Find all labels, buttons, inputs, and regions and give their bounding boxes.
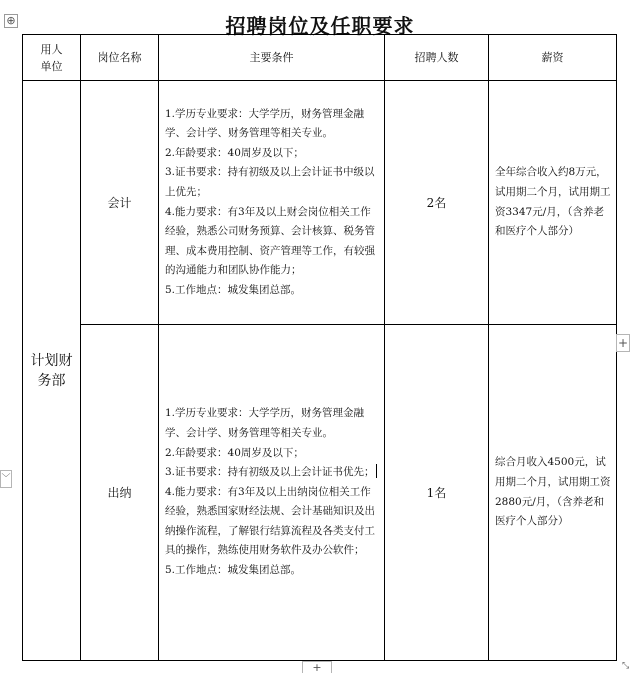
position-cell[interactable] xyxy=(81,81,159,325)
header-salary xyxy=(489,35,617,81)
condition-item: 1.学历专业要求：大学学历，财务管理金融学、会计学、财务管理等相关专业。 xyxy=(165,107,365,140)
condition-text: 3.证书要求：持有初级及以上会计证书优先； xyxy=(165,466,375,479)
unit-name: 计划财 务部 xyxy=(30,352,73,389)
conditions-cell[interactable] xyxy=(159,325,385,661)
condition-item: 2.年龄要求：40周岁及以下； xyxy=(165,146,304,159)
condition-item: 4.能力要求：有3年及以上财会岗位相关工作经验，熟悉公司财务预算、会计核算、税务管理、成本费用控制、资产管理等工作，有较强的沟通能力和团队协作能力； xyxy=(165,205,375,277)
hire-count: 1名 xyxy=(426,486,447,500)
count-cell[interactable] xyxy=(385,81,489,325)
conditions-list xyxy=(165,105,380,301)
document-title: 招聘岗位及任职要求 xyxy=(225,14,415,38)
header-conditions-label: 主要条件 xyxy=(249,51,294,64)
condition-item: 1.学历专业要求：大学学历，财务管理金融学、会计学、财务管理等相关专业。 xyxy=(165,407,365,439)
table-header-row xyxy=(23,35,617,81)
header-conditions xyxy=(159,35,385,81)
header-unit-label: 用人 单位 xyxy=(40,42,63,73)
header-salary-label: 薪资 xyxy=(541,51,564,64)
header-count xyxy=(385,35,489,81)
header-position xyxy=(81,35,159,81)
header-count-label: 招聘人数 xyxy=(414,51,459,64)
table-row xyxy=(23,325,617,661)
salary-text: 综合月收入4500元，试用期二个月，试用期工资2880元/月，（含养老和医疗个人部分） xyxy=(495,456,611,528)
salary-text: 全年综合收入约8万元，试用期二个月，试用期工资3347元/月，（含养老和医疗个人部分） xyxy=(495,166,611,238)
condition-item: 4.能力要求：有3年及以上出纳岗位相关工作经验，熟悉国家财经法规、会计基础知识及出纳操作流程，了解银行结算流程及各类支付工具的操作，熟练使用财务软件及办公软件； xyxy=(165,485,375,557)
conditions-list xyxy=(165,404,380,580)
unit-cell[interactable] xyxy=(23,81,81,661)
add-row-plus-icon[interactable]: + xyxy=(302,661,332,673)
condition-item: 5.工作地点：城发集团总部。 xyxy=(165,283,302,296)
salary-cell[interactable] xyxy=(489,81,617,325)
text-cursor xyxy=(376,464,377,478)
table-resize-icon[interactable]: ⤡ xyxy=(622,661,630,671)
condition-item: 2.年龄要求：40周岁及以下； xyxy=(165,446,304,459)
table-move-handle-icon[interactable]: ⊕ xyxy=(4,14,18,28)
position-name: 出纳 xyxy=(107,486,132,500)
recruitment-table xyxy=(22,34,617,661)
table-row xyxy=(23,81,617,325)
hire-count: 2名 xyxy=(426,196,447,210)
chevron-down-icon[interactable]: ﹀ xyxy=(0,470,12,488)
position-cell[interactable] xyxy=(81,325,159,661)
add-column-plus-icon[interactable]: + xyxy=(617,336,629,350)
condition-item xyxy=(165,463,380,483)
header-position-label: 岗位名称 xyxy=(97,51,142,64)
condition-item: 5.工作地点：城发集团总部。 xyxy=(165,564,302,577)
header-unit xyxy=(23,35,81,81)
position-name: 会计 xyxy=(107,196,132,210)
count-cell[interactable] xyxy=(385,325,489,661)
condition-item: 3.证书要求：持有初级及以上会计证书中级以上优先； xyxy=(165,166,375,198)
salary-cell[interactable] xyxy=(489,325,617,661)
conditions-cell[interactable] xyxy=(159,81,385,325)
